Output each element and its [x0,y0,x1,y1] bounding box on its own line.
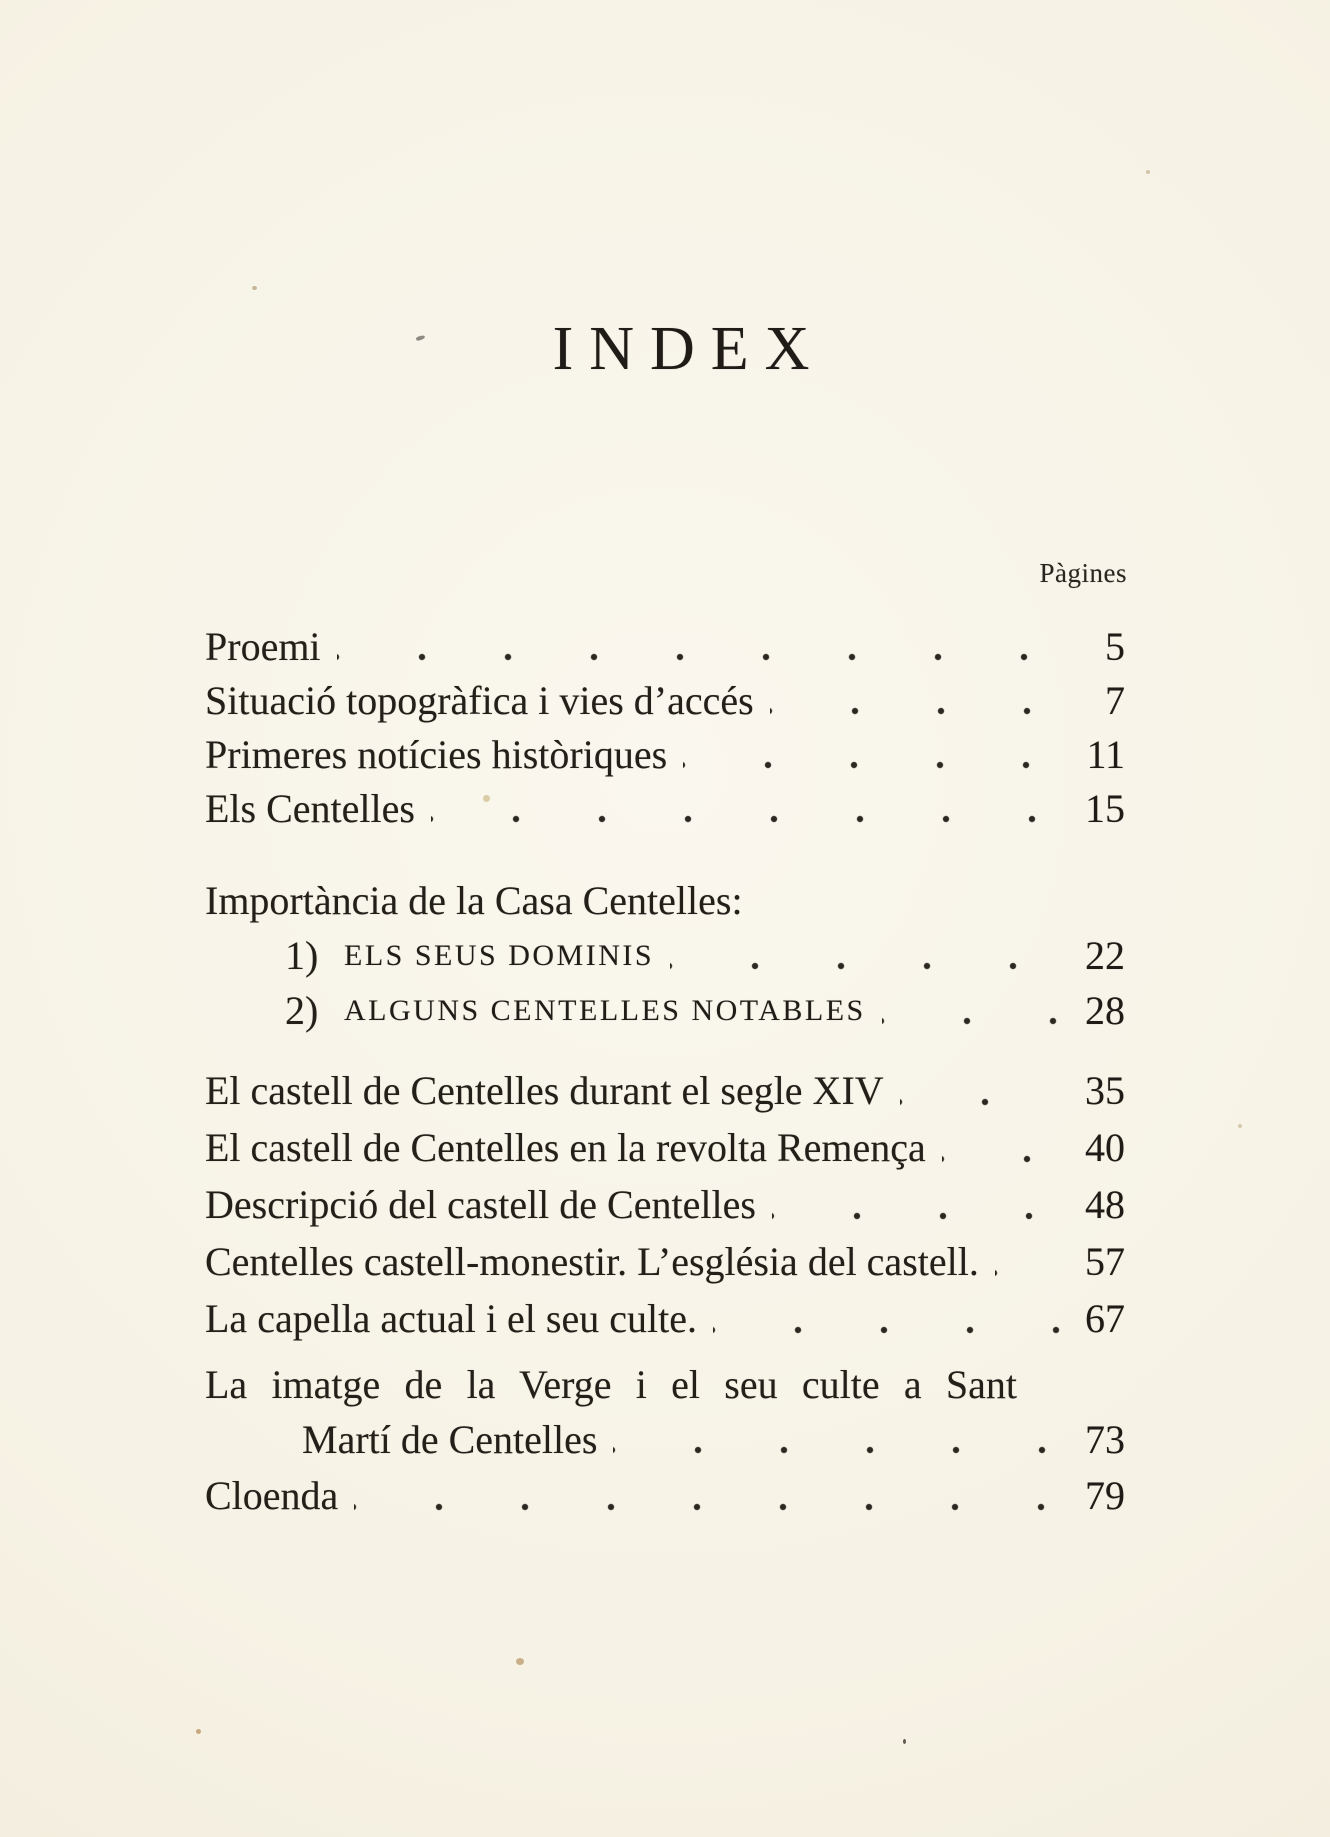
toc-entry [205,1119,1125,1176]
toc-subentry [205,983,1125,1038]
toc-entry-label: Descripció del castell de Centelles [205,1182,756,1227]
toc-entry-wrapped-line2 [205,1412,1125,1467]
toc-entry [205,620,1125,674]
page-title: INDEX [552,315,826,383]
toc-entry-label: Martí de Centelles [302,1417,598,1462]
dot-leader [882,1017,1063,1025]
toc-entry-label: El castell de Centelles en la revolta Remença [205,1125,926,1170]
toc-entry-label: ALGUNS CENTELLES NOTABLES [344,994,866,1027]
dot-leader [431,815,1063,823]
toc-entry-label: Proemi [205,624,321,669]
toc-entry-page: 35 [1085,1068,1125,1113]
dot-leader [772,1212,1063,1220]
dot-leader [613,1446,1063,1454]
toc-entry-page: 40 [1085,1125,1125,1170]
toc-entry-page: 5 [1105,624,1125,669]
dot-leader [683,761,1064,769]
dot-leader [337,653,1083,661]
dot-leader [354,1503,1063,1511]
toc-entry-page: 15 [1085,786,1125,831]
toc-entry-page: 28 [1085,988,1125,1033]
paper-speckle [903,1739,906,1744]
toc-entry-page: 79 [1085,1473,1125,1518]
paper-speckle [516,1658,524,1665]
toc-entry-page: 22 [1085,933,1125,978]
toc-entry-label: La capella actual i el seu culte. [205,1296,697,1341]
dot-leader [713,1326,1063,1334]
toc-entry-page: 67 [1085,1296,1125,1341]
toc-entry-label: Els Centelles [205,786,415,831]
toc-entry [205,1467,1125,1524]
toc-subentry [205,928,1125,983]
dot-leader [770,707,1083,715]
dot-leader [995,1269,1063,1277]
toc-entry [205,1290,1125,1347]
toc-entry-label: Centelles castell-monestir. L’església del castell. [205,1239,979,1284]
toc-entry [205,1062,1125,1119]
toc-entry [205,1233,1125,1290]
paper-speckle [1146,170,1150,174]
toc-entry-page: 11 [1086,732,1125,777]
toc-entry-page: 7 [1105,678,1125,723]
table-of-contents [205,620,1125,1524]
toc-entry-label: Situació topogràfica i vies d’accés [205,678,754,723]
paper-speckle [483,795,490,802]
toc-subentry-marker: 1) [285,933,319,978]
toc-entry-label: El castell de Centelles durant el segle XIV [205,1068,884,1113]
toc-entry-page: 48 [1085,1182,1125,1227]
toc-entry-label: Cloenda [205,1473,339,1518]
dot-leader [670,962,1063,970]
toc-entry-label: Primeres notícies històriques [205,732,668,777]
pages-column-header: Pàgines [1039,558,1127,588]
toc-entry [205,782,1125,836]
paper-speckle [1238,1124,1242,1128]
dot-leader [900,1098,1063,1106]
paper-speckle [252,286,257,290]
toc-entry [205,728,1125,782]
toc-entry-label: ELS SEUS DOMINIS [344,939,655,972]
toc-entry-page: 73 [1085,1417,1125,1462]
toc-entry [205,1176,1125,1233]
toc-subentry-marker: 2) [285,988,319,1033]
toc-section-heading [205,873,1125,928]
paper-speckle [196,1729,201,1734]
toc-entry-wrapped-line1: La imatge de la Verge i el seu culte a Sant [205,1362,1017,1407]
toc-entry [205,674,1125,728]
dot-leader [942,1155,1063,1163]
toc-entry-page: 57 [1085,1239,1125,1284]
toc-entry-label: Importància de la Casa Centelles: [205,878,743,923]
